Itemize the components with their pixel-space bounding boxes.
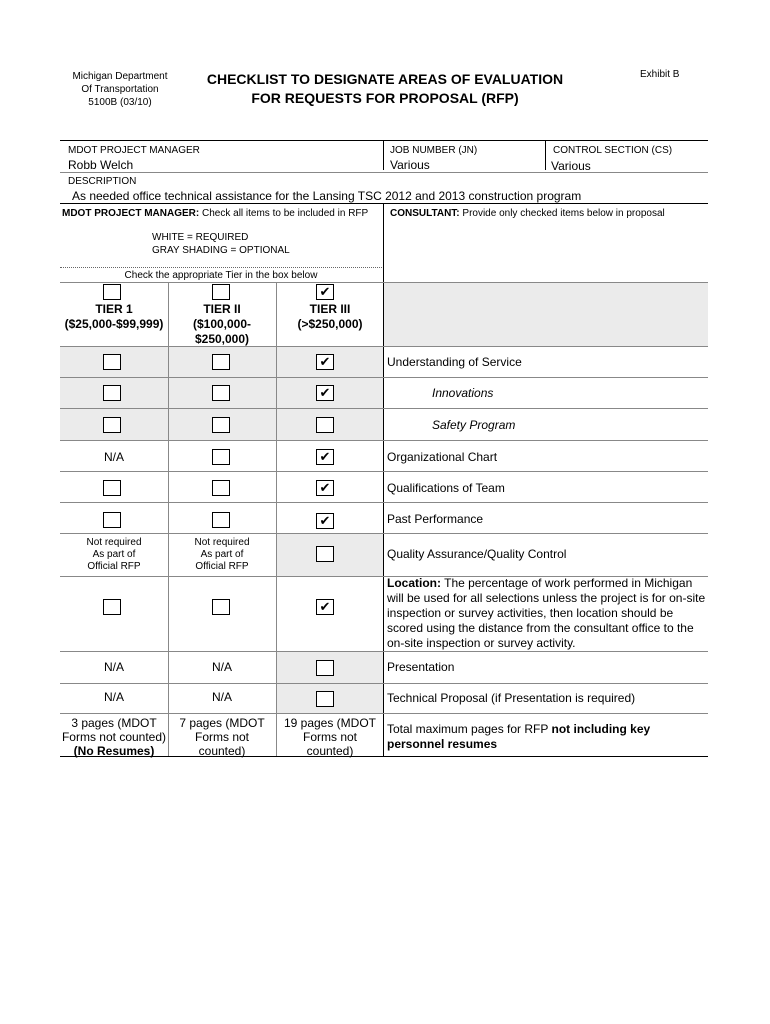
row7-tier1-note — [60, 537, 168, 573]
tier-instruction: Check the appropriate Tier in the box below — [124, 270, 318, 281]
tier2-header — [168, 302, 276, 347]
divider — [383, 140, 384, 170]
row11-tier1-pages — [60, 716, 168, 758]
jn-label: JOB NUMBER (JN) — [390, 145, 478, 156]
row9-label: Presentation — [387, 660, 455, 674]
tier1-name: TIER 1 — [95, 302, 133, 316]
row9-tier3-checkbox[interactable] — [316, 660, 334, 676]
row11-label-bold: not including key personnel resumes — [387, 722, 651, 751]
legend — [152, 231, 290, 257]
title-line1: CHECKLIST TO DESIGNATE AREAS OF EVALUATION — [206, 71, 564, 87]
jn-value: Various — [390, 158, 430, 172]
row4-tier2-checkbox[interactable] — [212, 449, 230, 465]
row7-tier2-note — [168, 537, 276, 573]
tier2-range: ($100,000- — [192, 317, 252, 331]
description-label: DESCRIPTION — [68, 176, 137, 187]
title-line2: FOR REQUESTS FOR PROPOSAL (RFP) — [251, 90, 519, 106]
exhibit-label: Exhibit B — [640, 69, 680, 80]
legend-gray: GRAY SHADING = OPTIONAL — [152, 245, 290, 256]
legend-white: WHITE = REQUIRED — [152, 232, 249, 243]
row1-tier1-checkbox[interactable] — [103, 354, 121, 370]
tier3-checkbox[interactable]: ✔ — [316, 284, 334, 300]
row11-tier3-line3: counted) — [306, 744, 354, 758]
row11-tier1-line3: (No Resumes) — [73, 744, 155, 758]
page-title — [185, 70, 585, 108]
row5-tier2-checkbox[interactable] — [212, 480, 230, 496]
agency-name-line2: Of Transportation — [81, 84, 159, 95]
row5-tier3-checkbox[interactable]: ✔ — [316, 480, 334, 496]
row6-tier1-checkbox[interactable] — [103, 512, 121, 528]
row10-tier2-na: N/A — [211, 690, 232, 704]
row7-tier1-note-line3: Official RFP — [87, 561, 141, 572]
description-value: As needed office technical assistance for the Lansing TSC 2012 and 2013 construction program — [72, 189, 582, 203]
tier2-checkbox[interactable] — [212, 284, 230, 300]
divider — [60, 282, 708, 283]
row4-tier1-na: N/A — [103, 450, 124, 464]
tier1-header — [60, 302, 168, 332]
pm-instruction-bold: MDOT PROJECT MANAGER: — [62, 208, 200, 219]
pm-label: MDOT PROJECT MANAGER — [68, 145, 200, 156]
row6-tier2-checkbox[interactable] — [212, 512, 230, 528]
row8-label-bold: Location: — [387, 576, 441, 590]
divider — [60, 502, 708, 503]
divider — [60, 440, 708, 441]
row2-tier1-checkbox[interactable] — [103, 385, 121, 401]
row1-tier2-checkbox[interactable] — [212, 354, 230, 370]
row8-tier3-checkbox[interactable]: ✔ — [316, 599, 334, 615]
row1-tier3-checkbox[interactable]: ✔ — [316, 354, 334, 370]
row5-label: Qualifications of Team — [387, 481, 505, 495]
row8-tier1-checkbox[interactable] — [103, 599, 121, 615]
row2-tier3-checkbox[interactable]: ✔ — [316, 385, 334, 401]
cs-label: CONTROL SECTION (CS) — [553, 145, 673, 156]
divider — [383, 203, 384, 756]
row4-tier3-checkbox[interactable]: ✔ — [316, 449, 334, 465]
divider — [168, 282, 169, 756]
row7-tier2-note-line1: Not required — [194, 537, 250, 548]
row11-tier1-line1: 3 pages (MDOT — [71, 716, 157, 730]
row7-tier1-note-line2: As part of — [92, 549, 136, 560]
row9-tier1-na: N/A — [103, 660, 124, 674]
divider — [60, 408, 708, 409]
row7-tier1-note-line1: Not required — [86, 537, 142, 548]
cs-value: Various — [551, 159, 591, 173]
tier1-checkbox[interactable] — [103, 284, 121, 300]
row11-tier3-line2: Forms not — [302, 730, 357, 744]
divider — [276, 282, 277, 756]
tier3-header — [276, 302, 384, 332]
row7-tier2-note-line3: Official RFP — [195, 561, 249, 572]
row8-label-text: The percentage of work performed in Michigan will be used for all selections unless the project is for on-site inspection or survey activities, then location should be scored using the distance from the consultant office to the on-site inspection or survey activity. — [387, 576, 706, 650]
tier2-name: TIER II — [203, 302, 241, 316]
row11-label-text: Total maximum pages for RFP — [387, 722, 552, 736]
divider — [545, 140, 546, 170]
row10-tier1-na: N/A — [103, 690, 124, 704]
pm-value: Robb Welch — [68, 158, 134, 172]
row11-tier1-line2: Forms not counted) — [61, 730, 167, 744]
row11-tier2-line3: counted) — [198, 744, 246, 758]
row8-tier2-checkbox[interactable] — [212, 599, 230, 615]
pm-instruction-text: Check all items to be included in RFP — [199, 208, 369, 219]
form-number: 5100B (03/10) — [88, 97, 152, 108]
row3-tier2-checkbox[interactable] — [212, 417, 230, 433]
divider — [60, 346, 708, 347]
tier1-range: ($25,000-$99,999) — [64, 317, 164, 331]
consultant-instruction — [390, 208, 665, 219]
divider — [60, 713, 708, 714]
row11-tier2-line2: Forms not — [194, 730, 249, 744]
row11-tier3-pages — [276, 716, 384, 758]
consultant-instruction-text: Provide only checked items below in proposal — [459, 208, 665, 219]
row3-tier3-checkbox[interactable] — [316, 417, 334, 433]
divider — [60, 683, 708, 684]
row11-label — [387, 722, 687, 752]
divider — [60, 651, 708, 652]
consultant-instruction-bold: CONSULTANT: — [390, 208, 460, 219]
row7-tier2-note-line2: As part of — [200, 549, 244, 560]
divider — [60, 172, 708, 173]
row10-label: Technical Proposal (if Presentation is required) — [387, 691, 636, 705]
divider — [60, 533, 708, 534]
agency-block — [58, 70, 182, 109]
agency-name: Michigan Department — [72, 71, 168, 82]
shaded-cell — [384, 282, 708, 346]
row11-tier2-line1: 7 pages (MDOT — [179, 716, 265, 730]
row2-label: Innovations — [432, 386, 494, 400]
tier3-range: (>$250,000) — [297, 317, 363, 331]
row4-label: Organizational Chart — [387, 450, 498, 464]
divider — [60, 471, 708, 472]
row11-tier2-pages — [168, 716, 276, 758]
divider — [60, 203, 708, 204]
pm-instruction — [62, 208, 368, 219]
tier2-range-line2: $250,000) — [194, 332, 250, 346]
divider — [60, 377, 708, 378]
row5-tier1-checkbox[interactable] — [103, 480, 121, 496]
row1-label: Understanding of Service — [387, 355, 522, 369]
row3-tier1-checkbox[interactable] — [103, 417, 121, 433]
row2-tier2-checkbox[interactable] — [212, 385, 230, 401]
divider — [60, 140, 708, 141]
tier3-name: TIER III — [309, 302, 351, 316]
divider — [60, 267, 382, 268]
row7-tier3-checkbox[interactable] — [316, 546, 334, 562]
row10-tier3-checkbox[interactable] — [316, 691, 334, 707]
row11-tier3-line1: 19 pages (MDOT — [283, 716, 377, 730]
row6-label: Past Performance — [387, 512, 484, 526]
row7-label: Quality Assurance/Quality Control — [387, 547, 567, 561]
row6-tier3-checkbox[interactable]: ✔ — [316, 513, 334, 529]
row8-label — [387, 576, 709, 651]
row9-tier2-na: N/A — [211, 660, 232, 674]
row3-label: Safety Program — [432, 418, 516, 432]
